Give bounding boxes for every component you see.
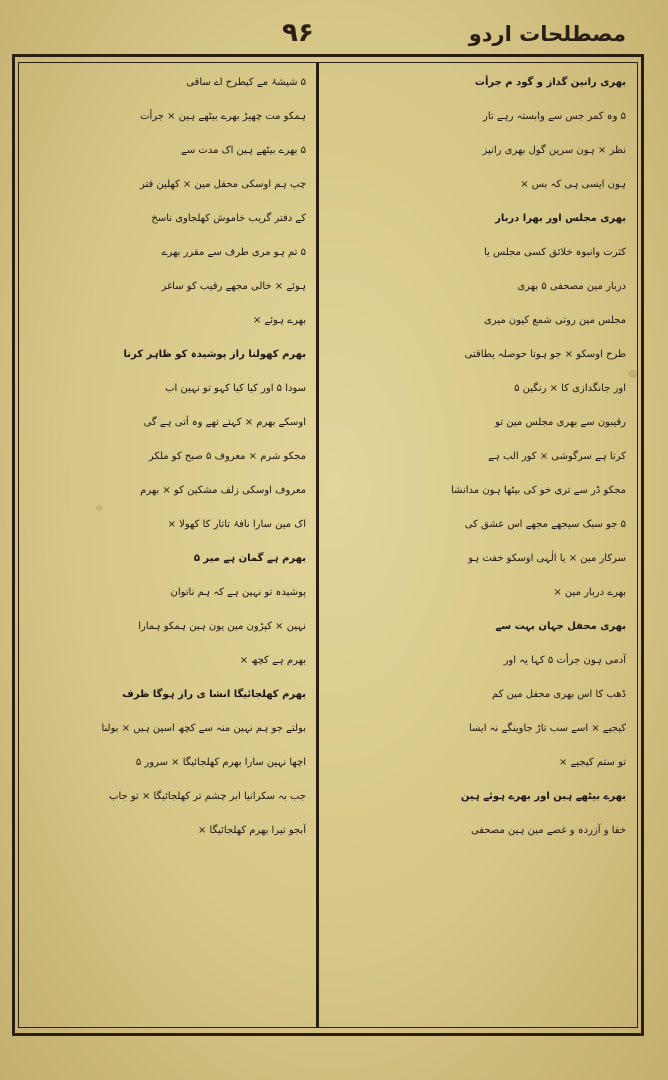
text-line: اچھا نہین سارا بھرم کھلجائیگا × سرور ۵ — [135, 757, 306, 768]
entry-headword-line: بھری رانین گداز و گود م جرأت — [474, 77, 626, 88]
text-line: پوشیدہ تو نہین ہے کہ ہم ناتوان — [170, 587, 306, 598]
text-line: نہین × کپڑون مین یون ہین ہمکو ہمارا — [138, 621, 306, 632]
text-line: دربار مین مصحفی ۵ بھری — [517, 281, 626, 292]
text-line: تو ستم کیجیے × — [558, 757, 626, 768]
right-text-column — [324, 66, 630, 1024]
text-line: مجلس مین روتی شمع کیون میری — [483, 315, 626, 326]
text-line: کرتا ہے سرگوشی × کور الب ہے — [488, 451, 626, 462]
entry-headword-line: بھرم کھلجائیگا انشا ی راز ہوگا ظرف — [122, 689, 306, 700]
text-line: مجکو شرم × معروف ۵ صبح کو ملکر — [148, 451, 306, 462]
text-line: کثرت وانبوہ خلائق کسی مجلس یا — [483, 247, 626, 258]
text-line: طرح اوسکو × جو ہوتا حوصلہ یطاقتی — [464, 349, 626, 360]
text-line: معروف اوسکی زلف مشکین کو × بھرم — [140, 485, 306, 496]
text-line: سودا ۵ اور کیا کیا کہو تو نہین اب — [165, 383, 306, 394]
text-line: ۵ جو سبک سیجھے مجھے اس عشق کی — [464, 519, 626, 530]
text-line: ڈھب کا اس بھری محفل مین کم — [492, 689, 626, 700]
text-line: آدمی ہون جرأت ۵ کہا یہ اور — [503, 655, 626, 666]
text-line: ہون ایسی ہی کہ بس × — [520, 179, 626, 190]
text-line: رقیبون سے بھری مجلس مین تو — [495, 417, 626, 428]
text-line: اک مین سارا نافۂ تاتار کا کھولا × — [167, 519, 306, 530]
entry-headword-line: بھری محفل جہان بہت سے — [495, 621, 626, 632]
text-line: نظر × ہون سرین گول بھری رانیز — [482, 145, 626, 156]
entry-headword-line: بھرے بیٹھے ہین اور بھرے ہوئے ہین — [460, 791, 626, 802]
page-header — [0, 18, 668, 52]
column-divider — [316, 62, 319, 1028]
text-line: سرکار مین × یا الٰہی اوسکو خفت ہو — [468, 553, 626, 564]
text-line: بھرم ہے کچھ × — [239, 655, 306, 666]
text-line: کے دفتر گریب خاموش کھلجاوی ناسخ — [151, 213, 306, 224]
text-line: بولتے جو ہم نہین منہ سے کچھ اسین ہیں × بولنا — [101, 723, 306, 734]
text-line: ہمکو مت چھیڑ بھرے بیٹھے ہین × جرأت — [140, 111, 306, 122]
text-line: بھرے دربار مین × — [553, 587, 626, 598]
running-title: مصطلحات اردو — [468, 22, 626, 46]
text-line: بھرے ہوئے × — [252, 315, 306, 326]
text-line: ۵ بھرے بیٹھے ہین اک مدت سے — [181, 145, 306, 156]
text-line: اوسکے بھرم × کہتے تھے وہ آتی ہے گی — [143, 417, 306, 428]
text-line: جب بہ سکرانیا ابر چشم تر کھلجائیگا × تو جاب — [109, 791, 306, 802]
entry-headword-line: بھرم کھولنا راز پوشیدہ کو ظاہر کرنا — [123, 349, 306, 360]
text-line: ۵ تم ہو مری طرف سے مقرر بھرے — [161, 247, 306, 258]
text-line: کیجیے × اسے سب تاڑ جاوینگے نہ ایسا — [468, 723, 626, 734]
text-line: خفا و آزردہ و غصے مین ہین مصحفی — [470, 825, 626, 836]
text-line: ہوئے × خالی مجھے رقیب کو ساغر — [161, 281, 306, 292]
page-number: ۹۶ — [282, 18, 314, 48]
text-line: آبجو تیرا بھرم کھلجائیگا × — [197, 825, 306, 836]
text-line: ۵ وہ کمر جس سے وابستہ رہے تار — [483, 111, 626, 122]
text-line: مجکو ڈر سے تری خو کی بیٹھا ہون مدانشا — [451, 485, 626, 496]
entry-headword-line: بھری مجلس اور بھرا دربار — [495, 213, 626, 224]
entry-headword-line: بھرم ہے گمان ہے میر ۵ — [193, 553, 306, 564]
left-text-column — [24, 66, 310, 1024]
text-line: چپ ہم اوسکی محفل مین × کھلین فتر — [139, 179, 306, 190]
text-line: ۵ شیشۂ مے کیطرح اے ساقی — [186, 77, 306, 88]
text-line: اور جانگدازی کا × رنگین ۵ — [514, 383, 626, 394]
